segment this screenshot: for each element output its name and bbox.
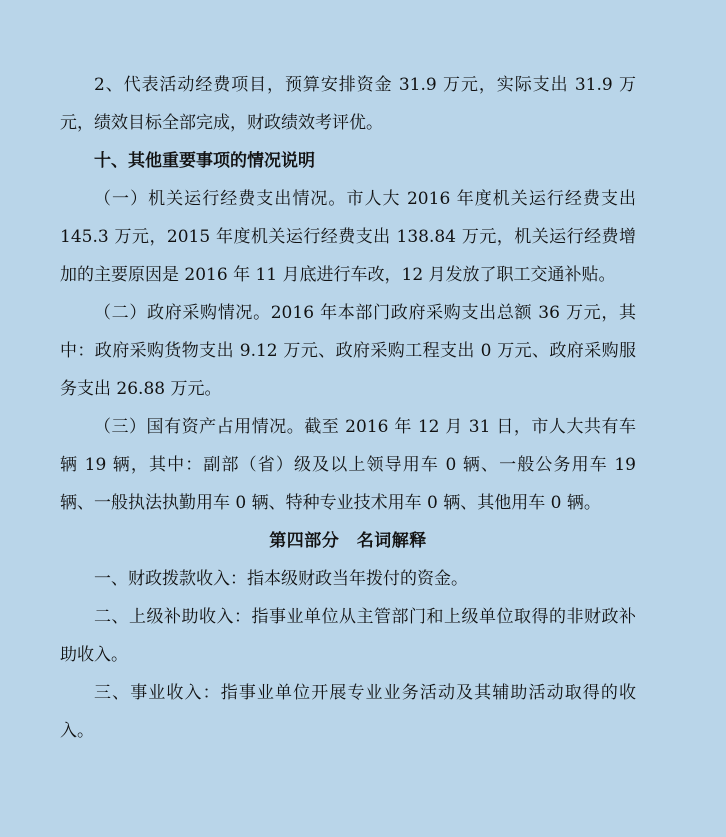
paragraph-operating-expenses: （一）机关运行经费支出情况。市人大 2016 年度机关运行经费支出 145.3 万元，2015 年度机关运行经费支出 138.84 万元，机关运行经费增加的主要原因是 2016 年 11 月底进行车改，12 月发放了职工交通补贴。 [60,189,636,285]
section-heading-other-matters: 十、其他重要事项的情况说明 [94,151,315,171]
paragraph-business-income: 三、事业收入：指事业单位开展专业业务活动及其辅助活动取得的收入。 [60,683,636,741]
document-body [60,66,636,750]
paragraph-fiscal-appropriation-income: 一、财政拨款收入：指本级财政当年拨付的资金。 [94,569,468,589]
paragraph-representative-activity-funds: 2、代表活动经费项目，预算安排资金 31.9 万元，实际支出 31.9 万元，绩效目标全部完成，财政绩效考评优。 [60,75,636,133]
paragraph-government-procurement: （二）政府采购情况。2016 年本部门政府采购支出总额 36 万元，其中：政府采购货物支出 9.12 万元、政府采购工程支出 0 万元、政府采购服务支出 26.88 万元。 [60,303,636,399]
paragraph-state-assets: （三）国有资产占用情况。截至 2016 年 12 月 31 日，市人大共有车辆 19 辆，其中：副部（省）级及以上领导用车 0 辆、一般公务用车 19 辆、一般执法执勤用车 0 辆、特种专业技术用车 0 辆、其他用车 0 辆。 [60,417,636,513]
part-four-heading: 第四部分 名词解释 [269,531,427,551]
paragraph-superior-subsidy-income: 二、上级补助收入：指事业单位从主管部门和上级单位取得的非财政补助收入。 [60,607,636,665]
